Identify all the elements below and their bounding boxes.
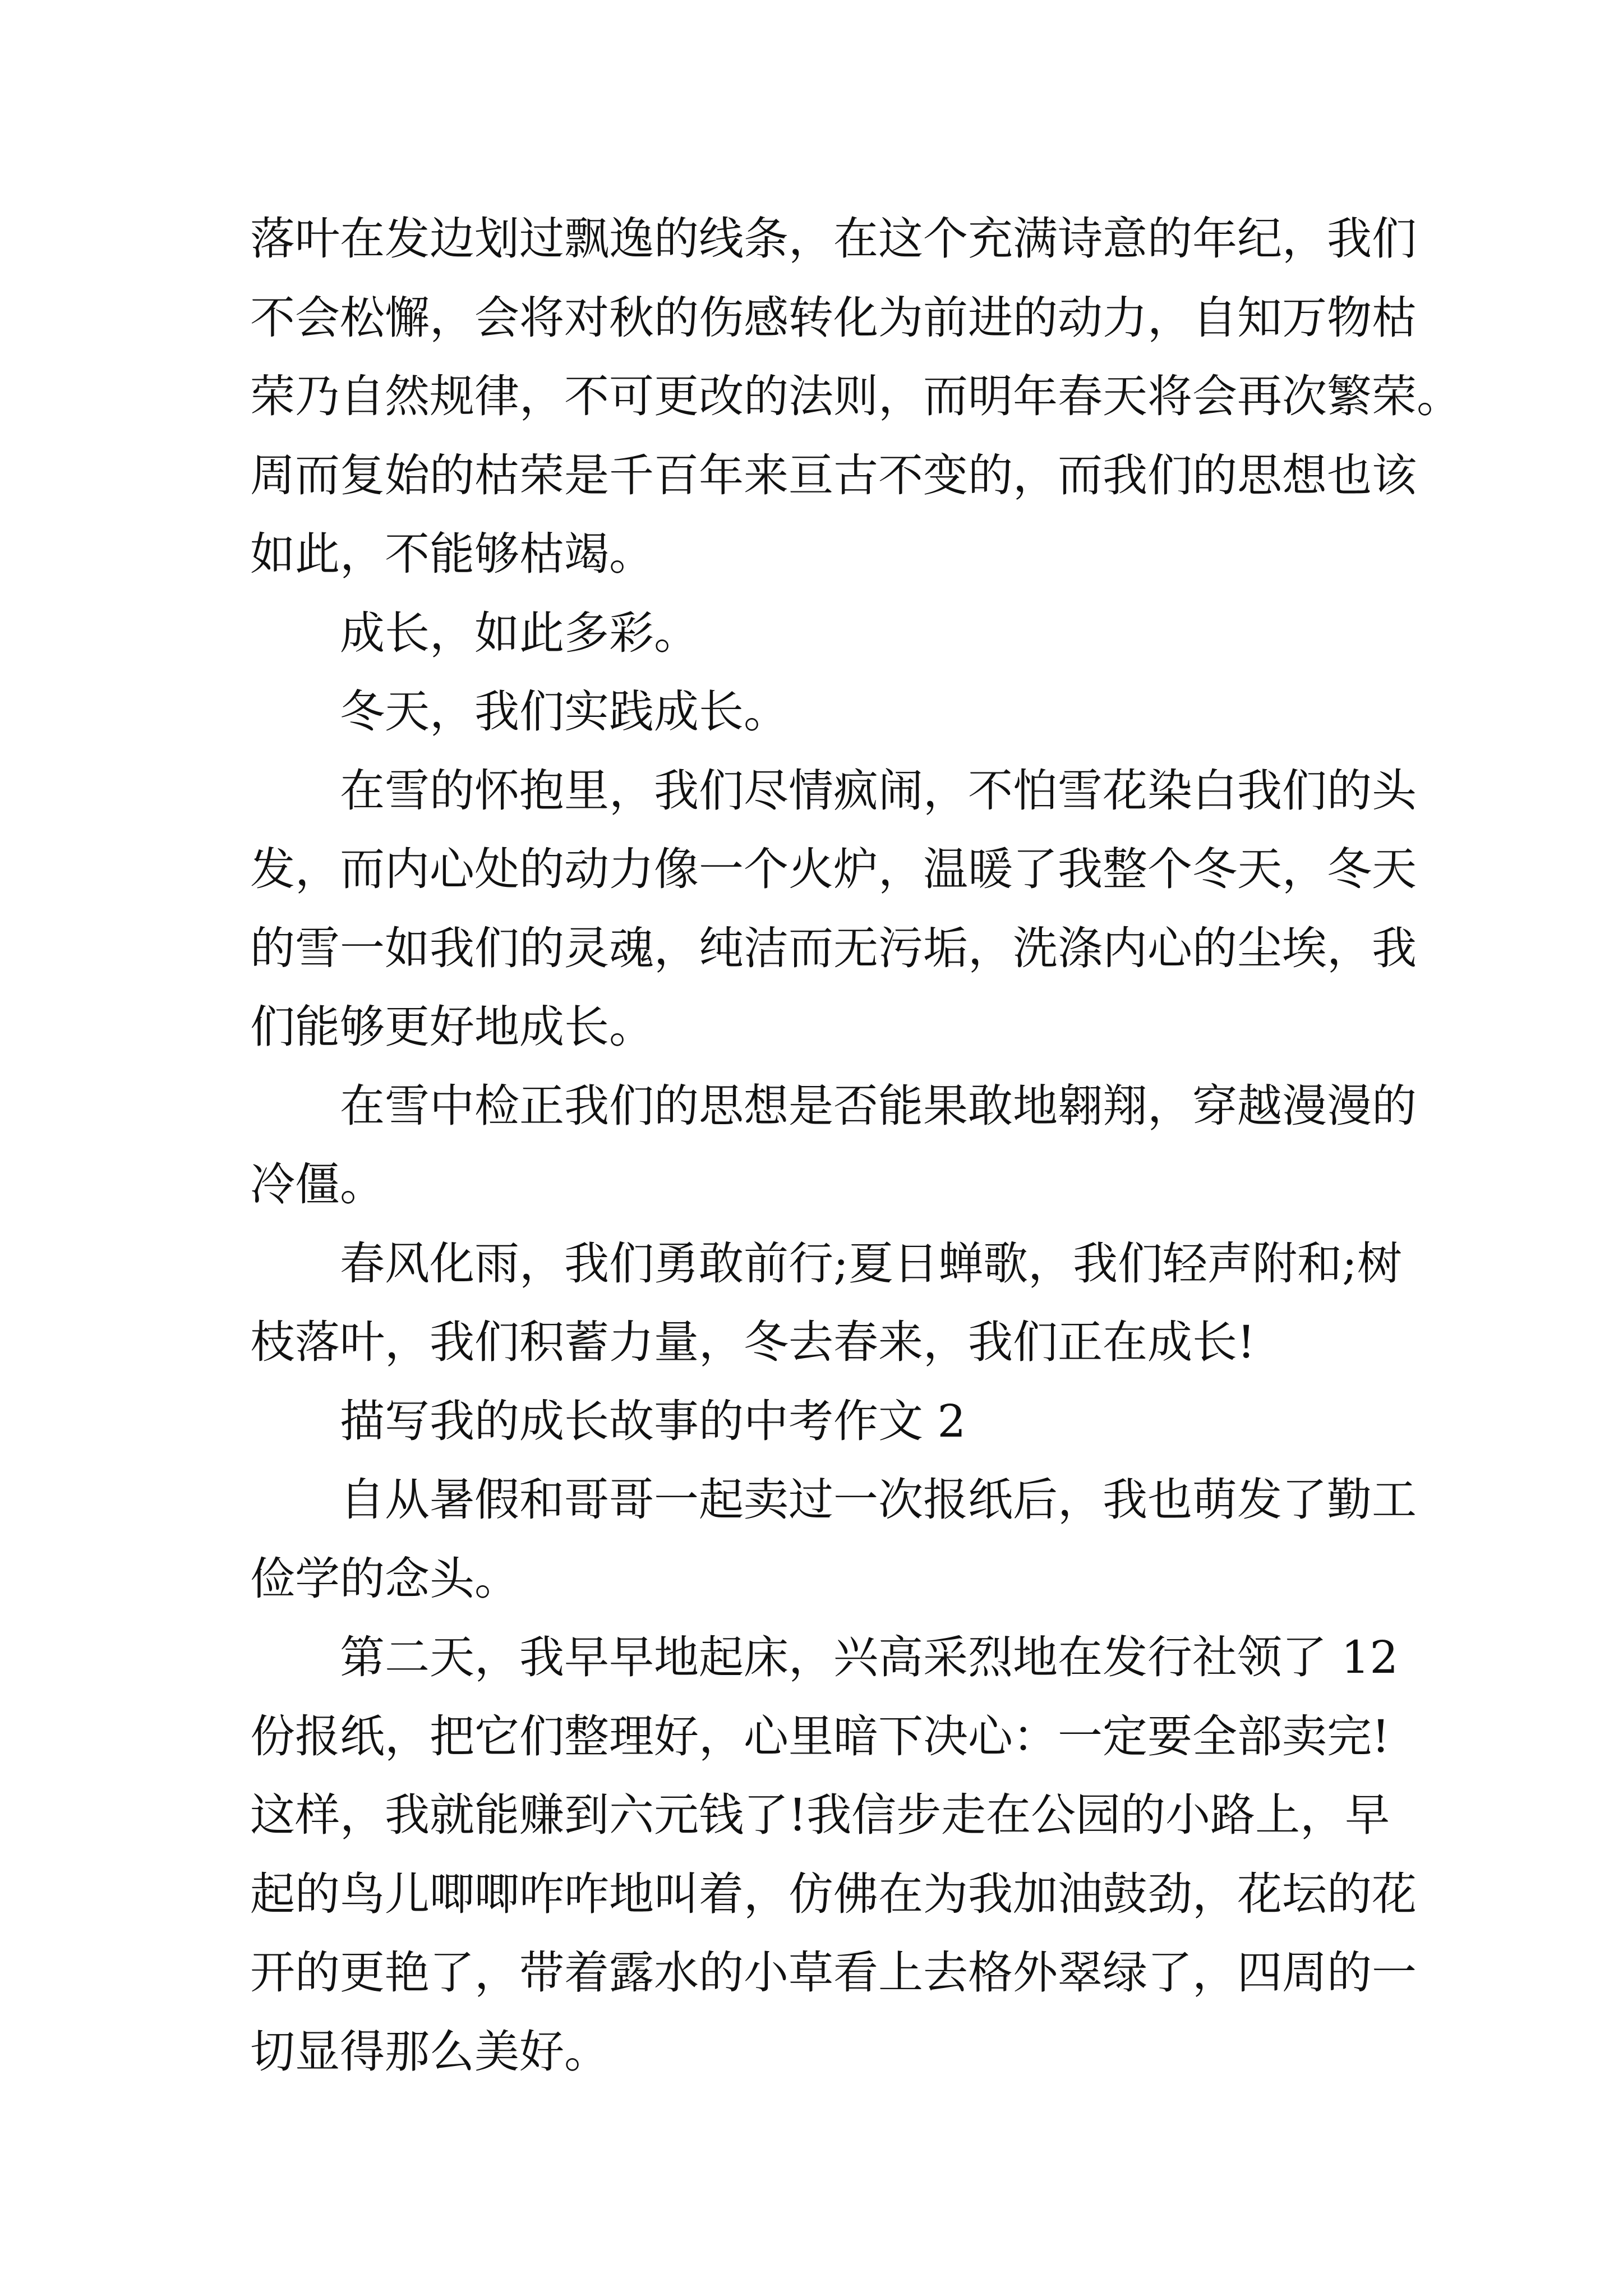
text-line: 枝落叶，我们积蓄力量，冬去春来，我们正在成长! — [250, 1316, 1256, 1368]
text-line: 成长，如此多彩。 — [340, 606, 699, 659]
text-line: 份报纸，把它们整理好，心里暗下决心：一定要全部卖完! — [250, 1710, 1390, 1763]
text-line: 描写我的成长故事的中考作文 2 — [340, 1395, 966, 1447]
text-line: 切显得那么美好。 — [250, 2025, 609, 2078]
text-line: 俭学的念头。 — [250, 1552, 519, 1605]
text-line: 第二天，我早早地起床，兴高采烈地在发行社领了 12 — [340, 1631, 1399, 1683]
text-line: 发，而内心处的动力像一个火炉，温暖了我整个冬天，冬天 — [250, 843, 1417, 895]
text-line: 冬天，我们实践成长。 — [340, 685, 789, 738]
text-line: 们能够更好地成长。 — [250, 1001, 654, 1053]
text-line: 周而复始的枯荣是千百年来亘古不变的，而我们的思想也该 — [250, 449, 1417, 501]
text-line: 如此，不能够枯竭。 — [250, 528, 654, 580]
text-line: 荣乃自然规律，不可更改的法则，而明年春天将会再次繁荣。 — [250, 370, 1461, 422]
text-line: 在雪的怀抱里，我们尽情疯闹，不怕雪花染白我们的头 — [340, 764, 1417, 817]
text-line: 在雪中检正我们的思想是否能果敢地翱翔，穿越漫漫的 — [340, 1079, 1417, 1132]
text-line: 不会松懈，会将对秋的伤感转化为前进的动力，自知万物枯 — [250, 291, 1417, 344]
text-line: 这样，我就能赚到六元钱了!我信步走在公园的小路上，早 — [250, 1789, 1390, 1841]
text-line: 春风化雨，我们勇敢前行;夏日蝉歌，我们轻声附和;树 — [340, 1237, 1402, 1290]
text-line: 自从暑假和哥哥一起卖过一次报纸后，我也萌发了勤工 — [340, 1474, 1417, 1526]
text-line: 开的更艳了，带着露水的小草看上去格外翠绿了，四周的一 — [250, 1947, 1417, 1999]
text-line: 的雪一如我们的灵魂，纯洁而无污垢，洗涤内心的尘埃，我 — [250, 922, 1417, 974]
text-line: 冷僵。 — [250, 1158, 385, 1211]
text-line: 落叶在发边划过飘逸的线条，在这个充满诗意的年纪，我们 — [250, 213, 1417, 265]
text-line: 起的鸟儿唧唧咋咋地叫着，仿佛在为我加油鼓劲，花坛的花 — [250, 1867, 1417, 1920]
